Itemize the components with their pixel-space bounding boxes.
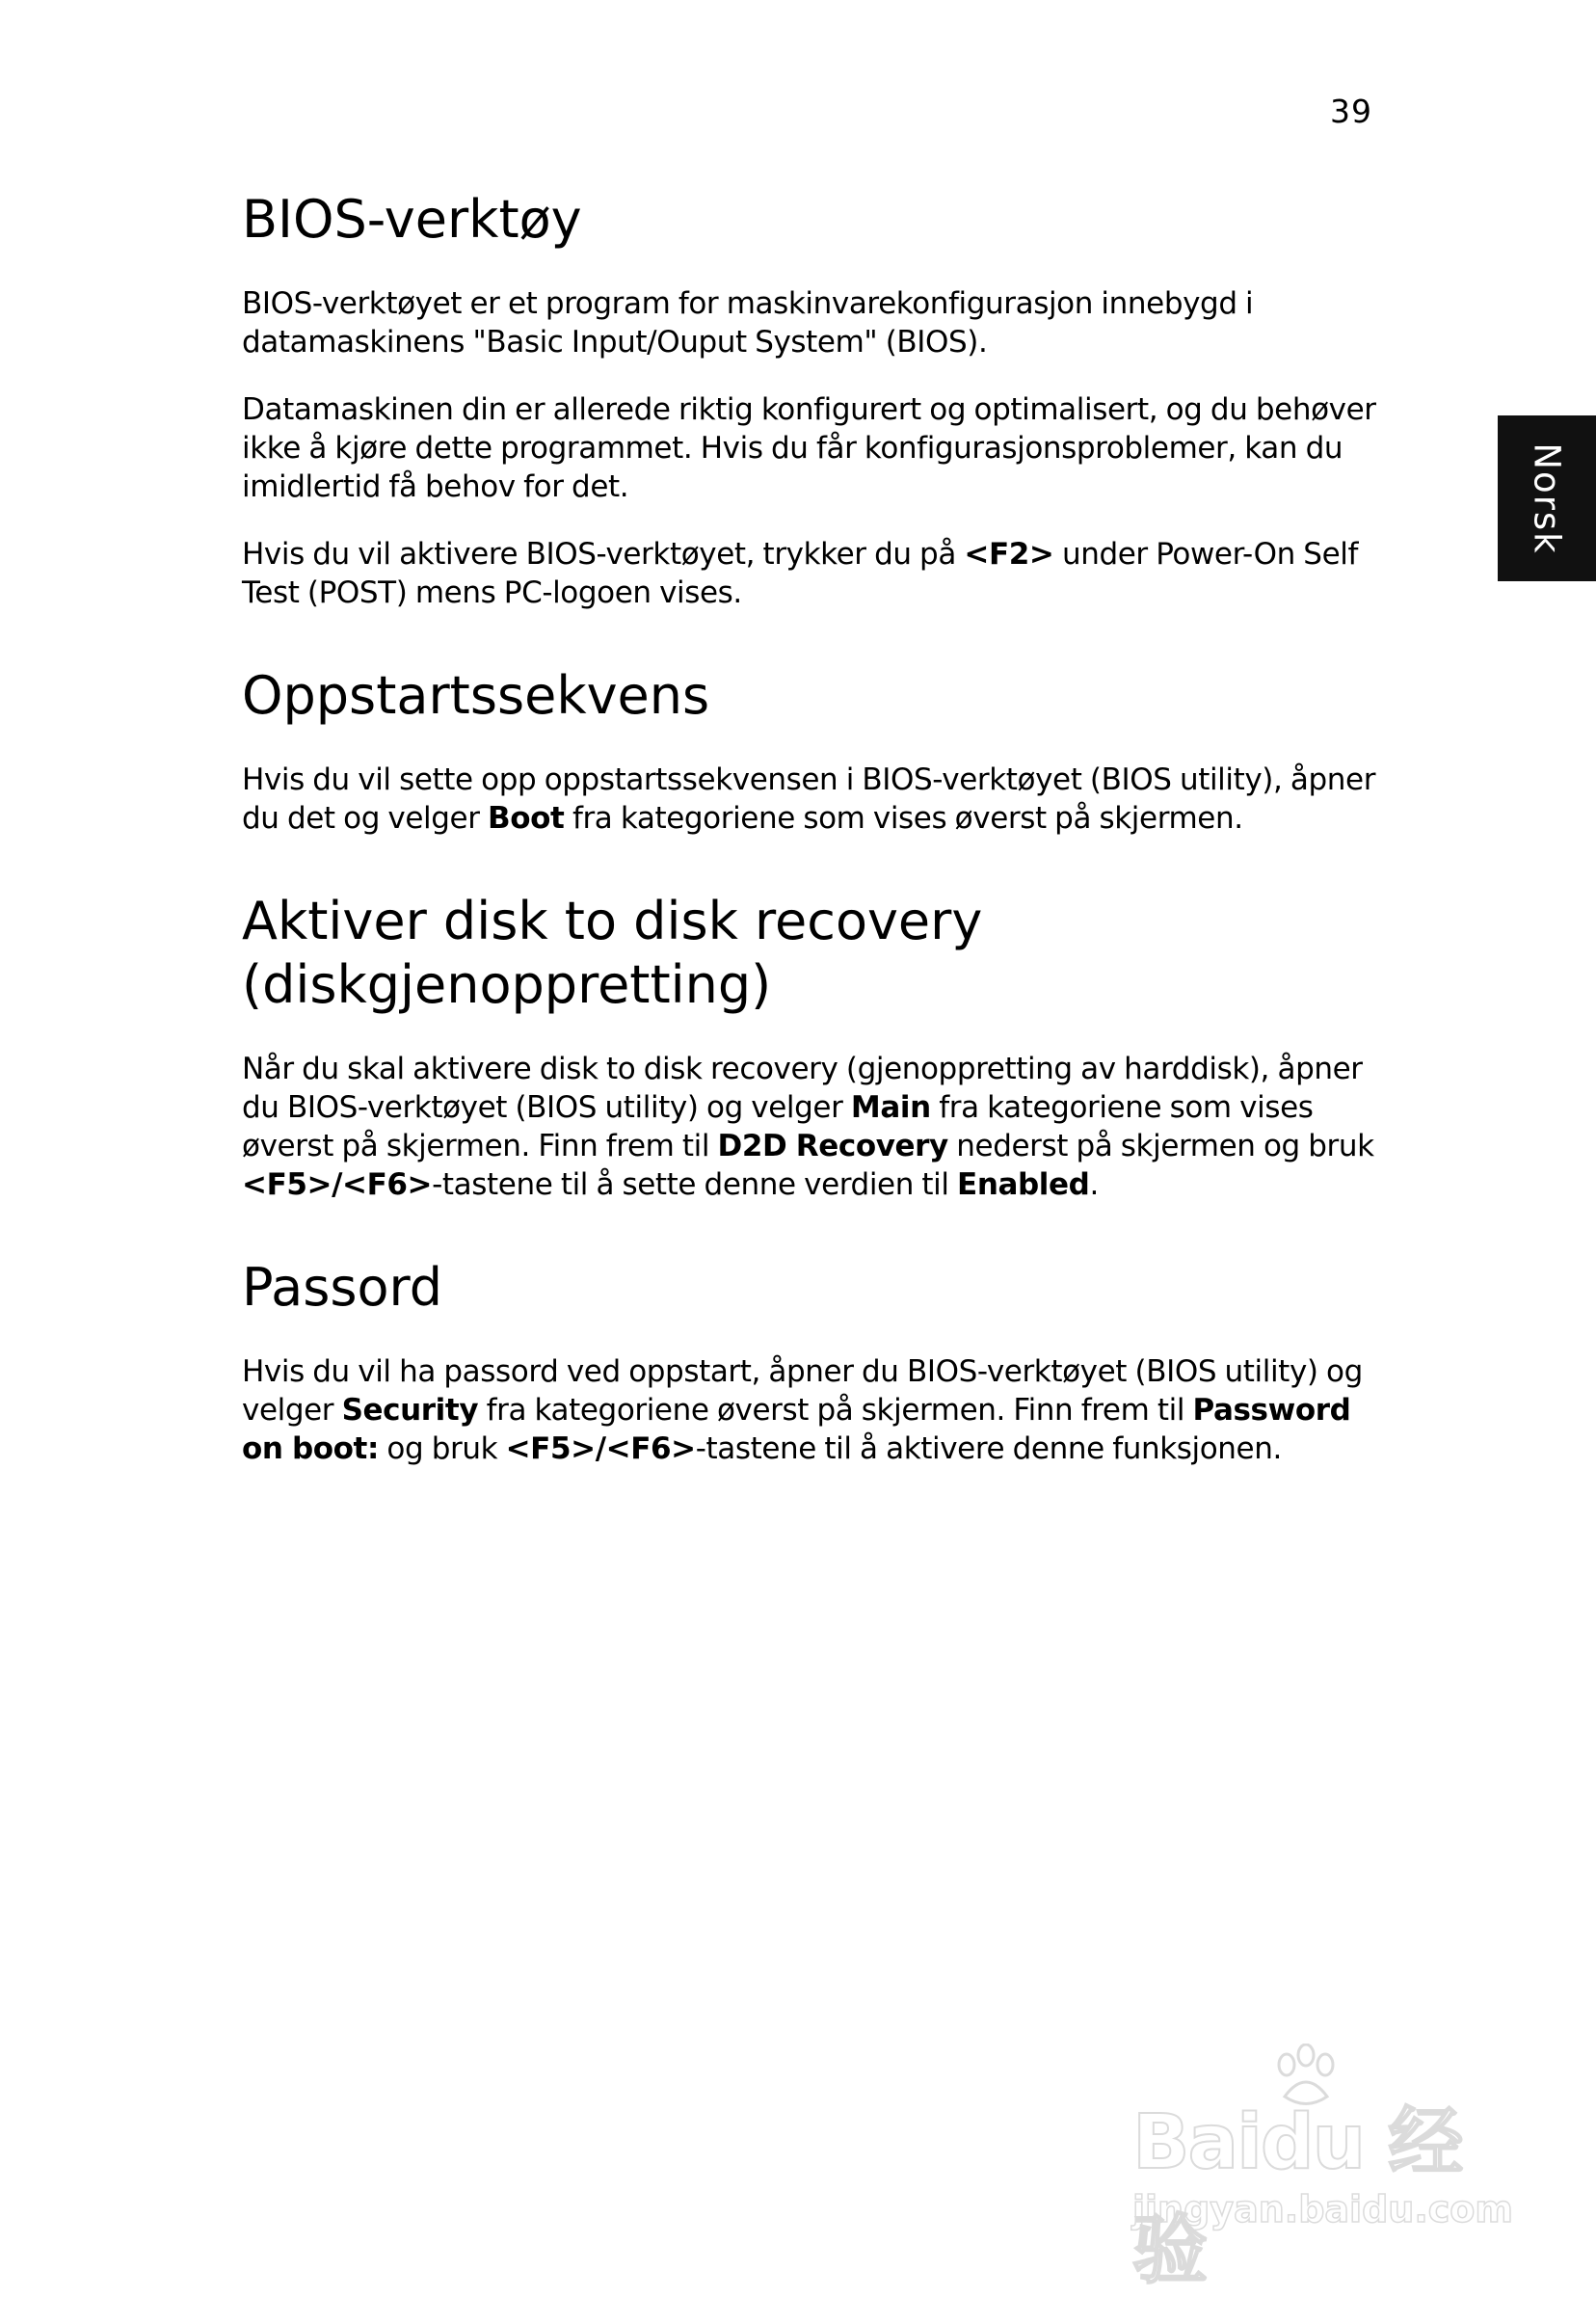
section	[242, 188, 1394, 612]
paragraph	[242, 535, 1394, 612]
section	[242, 664, 1394, 838]
text-run: .	[1089, 1167, 1099, 1202]
text-run: -tastene til å aktivere denne funksjonen.	[695, 1431, 1282, 1466]
section	[242, 890, 1394, 1204]
text-run: og bruk	[378, 1431, 506, 1466]
text-run: under Power-On Self Test (POST) mens PC-logoen vises.	[242, 537, 1358, 610]
bold-term: <F5>/<F6>	[242, 1167, 433, 1202]
document-body	[242, 188, 1394, 1520]
section-heading: Passord	[242, 1257, 443, 1318]
bold-term: D2D Recovery	[717, 1129, 948, 1163]
paragraph	[242, 1352, 1394, 1468]
text-run: BIOS-verktøyet er et program for maskinvarekonfigurasjon innebygd i datamaskinens "Basic Input/Ouput System" (BIOS).	[242, 286, 1254, 360]
language-side-tab	[1498, 415, 1596, 581]
paragraph	[242, 390, 1394, 506]
text-run: -tastene til å sette denne verdien til	[432, 1167, 958, 1202]
bold-term: <F5>/<F6>	[505, 1431, 696, 1466]
paragraph	[242, 761, 1394, 838]
language-side-tab-label: Norsk	[1526, 441, 1568, 555]
bold-term: Security	[341, 1393, 479, 1428]
text-run: Hvis du vil ha passord ved oppstart, åpner du BIOS-verktøyet (BIOS utility) og velger	[242, 1354, 1363, 1428]
watermark-logo: Baidu 经验	[1132, 2099, 1462, 2294]
text-run: Hvis du vil sette opp oppstartssekvensen i BIOS-verktøyet (BIOS utility), åpner du det og velger	[242, 762, 1376, 836]
paragraph	[242, 1050, 1394, 1204]
bold-term: Password on boot:	[242, 1393, 1351, 1466]
text-run: Hvis du vil aktivere BIOS-verktøyet, trykker du på	[242, 537, 965, 572]
text-run: nederst på skjermen og bruk	[947, 1129, 1374, 1163]
section-heading: Oppstartssekvens	[242, 665, 710, 726]
watermark-url: jingyan.baidu.com	[1132, 2188, 1513, 2231]
bold-term: <F2>	[964, 537, 1054, 572]
text-run: fra kategoriene som vises øverst på skjermen. Finn frem til	[242, 1090, 1314, 1163]
section	[242, 1256, 1394, 1468]
text-run: fra kategoriene som vises øverst på skjermen.	[564, 801, 1243, 836]
text-run: Datamaskinen din er allerede riktig konfigurert og optimalisert, og du behøver ikke å kjøre dette programmet. Hvis du får konfigurasjonsproblemer, kan du imidlertid få behov for det.	[242, 392, 1376, 504]
bold-term: Boot	[488, 801, 565, 836]
bold-term: Main	[850, 1090, 931, 1125]
text-run: fra kategoriene øverst på skjermen. Finn frem til	[478, 1393, 1193, 1428]
text-run: Når du skal aktivere disk to disk recovery (gjenoppretting av harddisk), åpner du BIOS-verktøyet (BIOS utility) og velger	[242, 1052, 1363, 1125]
bold-term: Enabled	[957, 1167, 1090, 1202]
baidu-watermark	[1132, 2044, 1513, 2294]
section-heading: Aktiver disk to disk recovery (diskgjenoppretting)	[242, 891, 983, 1015]
section-heading: BIOS-verktøy	[242, 189, 582, 250]
paragraph	[242, 284, 1394, 361]
page-number: 39	[1330, 93, 1372, 130]
